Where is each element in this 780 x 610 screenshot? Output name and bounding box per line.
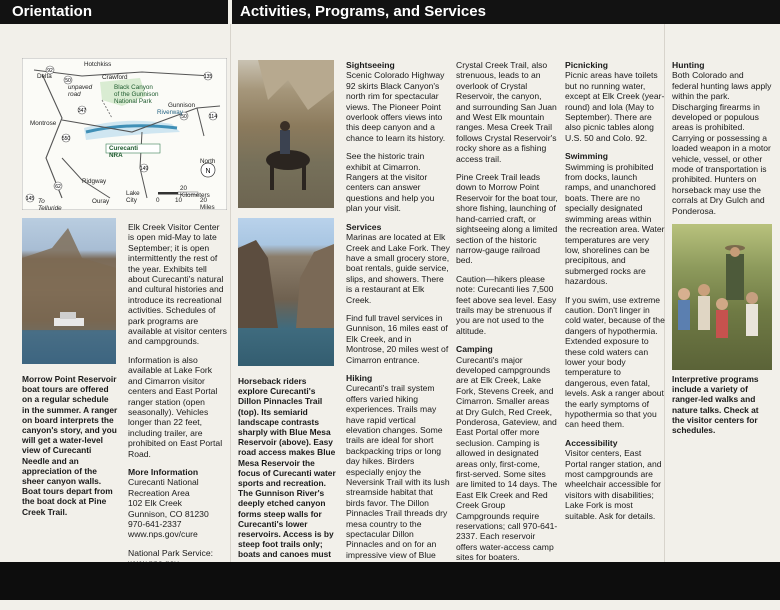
ranger-program-caption: Interpretive programs include a variety of ranger-led walks and nature talks. Check at the visitor centers for schedules. <box>672 374 759 436</box>
header-bar-left <box>0 0 228 24</box>
map-label-ridgway: Ridgway <box>82 178 107 185</box>
hw-114-label: 114 <box>209 114 217 120</box>
hw-550-label: 550 <box>61 136 71 142</box>
swimming-text: Swimming is prohibited from docks, launch ramps, and unanchored boats. There are no specially designated swimming areas within the recreation area. Water temperatures are very low, shorelines can be precipitous, and submerged rocks are hazardous. <box>565 161 665 287</box>
fold-line <box>230 24 231 562</box>
more-info-line: Curecanti National <box>128 477 199 488</box>
column-trails-camping <box>456 60 558 571</box>
map-label-riverway: Riverway <box>157 109 183 116</box>
canyon-reservoir-photo <box>238 218 334 366</box>
more-info-line: 102 Elk Creek <box>128 498 182 509</box>
swimming-title: Swimming <box>565 151 608 162</box>
accessibility-text: Visitor centers, East Portal ranger station, and most campgrounds are wheelchair accessible for visitors with disabilities; Lake Fork is most suitable. Ask for details. <box>565 448 662 521</box>
ranger-graphic <box>672 224 772 370</box>
camping-title: Camping <box>456 344 493 355</box>
map-label-hotchkiss: Hotchkiss <box>84 61 112 68</box>
map-label-crawford: Crawford <box>102 74 128 81</box>
boat-tour-caption: Morrow Point Reservoir boat tours are offered on a regular schedule in the summer. A ranger on board interprets the canyon's story, and you will get a water-level view of Curecanti Needle and an appreciation of the sheer canyon walls. Boat tours depart from the boat dock at Pine Creek Trail. <box>22 374 118 517</box>
map-label-black-canyon: Black Canyon of the Gunnison National Park <box>114 84 159 105</box>
more-info-block <box>128 467 228 540</box>
map-label-north: North <box>200 158 216 165</box>
horseback-graphic <box>238 60 334 208</box>
services-text: Marinas are located at Elk Creek and Lake Fork. They have a small grocery store, boat rentals, guide service, slips, and showers. There is a restaurant at Elk Creek. <box>346 232 450 305</box>
canyon-graphic <box>238 218 334 366</box>
sightseeing-text-2: See the historic train exhibit at Cimarron. Rangers at the visitor centers can answer questions and help you plan your visit. <box>346 151 435 214</box>
map-label-montrose: Montrose <box>30 120 57 127</box>
map-label-unpaved-road: unpaved road <box>68 84 93 98</box>
visitor-center-paragraph-2: Information is also available at Lake Fork and Cimarron visitor centers and East Portal ranger station (open seasonally). Vehicles longer than 22 feet, including trailer, are prohibited on East Portal Road. <box>128 354 223 459</box>
hw-50-label: 50 <box>65 78 71 84</box>
horseback-caption: Horseback riders explore Curecanti's Dillon Pinnacles Trail (top). Its semiarid landscape contrasts sharply with Blue Mesa Reservoir (above). Easy road access makes Blue Mesa Reservoir the focus of Curecanti water sports and recreation. The Gunnison River's deeply etched canyon forms steep walls for Curecanti's lower reservoirs. Access is by steep foot trails only; boats and canoes must <box>238 376 336 560</box>
services-title: Services <box>346 221 382 232</box>
hw-347-label: 347 <box>77 108 87 114</box>
picnicking-text: Picnic areas have toilets but no running water, except at Elk Creek (year-round) and Iola (May to September). There are also picnic tables along U.S. 50 and Colo. 92. <box>565 70 665 143</box>
map-label-delta: Delta <box>37 73 52 80</box>
hunting-title: Hunting <box>672 60 705 70</box>
boat-graphic <box>22 218 116 364</box>
hw-149-label: 149 <box>139 166 149 172</box>
map-label-miles: 20 Miles <box>200 197 215 210</box>
column-sightseeing <box>346 60 450 610</box>
more-info-title: More Information <box>128 466 199 477</box>
services-text-2: Find full travel services in Gunnison, 16 miles east of Elk Creek, and in Montrose, 20 miles west of Cimarron entrance. <box>346 312 449 365</box>
hunting-text: Both Colorado and federal hunting laws apply within the park. Discharging firearms in developed or populous areas is prohibited. Carrying or possessing a loaded weapon in a motor vehicle, vessel, or other mode of transportation is prohibited. Hunters on horseback may use the corrals at Dry Gulch and Ponderosa. <box>672 70 772 216</box>
more-info-url-link[interactable]: www.nps.gov/cure <box>128 529 198 540</box>
hiking-text: Curecanti's trail system offers varied hiking experiences. Trails may have rapid vertical elevation changes. Some trails are ideal for short backpacking trips or long day hikes. Birders especially enjoy the Neversink Trail with its lush streamside habitat that birds favor. The Dillon Pinnacles Trail threads dry mesa country to the spectacular Dillon Pinnacles and on for an impressive view of Blue <box>346 383 450 560</box>
map-label-to-telluride: To Telluride <box>38 198 62 210</box>
map-label-ouray: Ouray <box>92 198 110 205</box>
header-title-orientation: Orientation <box>12 3 93 20</box>
camping-text: Curecanti's major developed campgrounds are at Elk Creek, Lake Fork, Stevens Creek, and Cimarron. Smaller areas at Dry Gulch, Red Creek, Ponderosa, Gateview, and East Portal offer more seclusion. Camping is allowed in designated areas only, first-come, first-served. Some sites are limited to 14 days. The East Elk Creek and Red Creek Group Campgrounds require reservations; call 970-641-2337. Each reservoir offers water-access camp sites for boaters. <box>456 354 558 563</box>
more-info-line: Gunnison, CO 81230 <box>128 508 209 519</box>
sightseeing-text: Scenic Colorado Highway 92 skirts Black Canyon's north rim for spectacular views. The Pioneer Point overlook offers views into this deep canyon and a chance to learn its history. <box>346 70 446 143</box>
hw-62-label: 62 <box>55 184 61 190</box>
header-bar-right <box>232 0 780 24</box>
hiking-title: Hiking <box>346 372 373 383</box>
horseback-photo <box>238 60 334 208</box>
boat-tour-photo <box>22 218 116 364</box>
crystal-creek-text: Crystal Creek Trail, also strenuous, leads to an overlook of Crystal Reservoir, the canyon, and surrounding San Juan and West Elk mountain ranges. Mesa Creek Trail follows Crystal Reservoir's rocky shore as a fishing access trail. <box>456 60 557 164</box>
pine-creek-text: Pine Creek Trail leads down to Morrow Point Reservoir for the boat tour, shore fishing, launching of hand-carried craft, or sightseeing along a limited section of the historic narrow-gauge railroad bed. <box>456 172 558 266</box>
map-label-gunnison: Gunnison <box>168 102 195 109</box>
picnicking-title: Picnicking <box>565 60 608 70</box>
map-scale-10: 10 <box>175 197 183 204</box>
hw-145-label: 145 <box>25 196 35 202</box>
map-label-lake-city: Lake City <box>126 190 140 204</box>
header-title-activities: Activities, Programs, and Services <box>240 3 486 20</box>
caution-text: Caution—hikers please note: Curecanti lies 7,500 feet above sea level. Easy trails may be strenuous if you are not used to the altitude. <box>456 273 557 336</box>
more-info-line: Recreation Area <box>128 487 190 498</box>
nps-label: National Park Service: <box>128 547 214 558</box>
hw-135-label: 135 <box>203 74 213 80</box>
map-scale-0: 0 <box>156 197 160 204</box>
column-hunting <box>672 60 772 224</box>
sightseeing-title: Sightseeing <box>346 60 395 70</box>
orientation-map <box>22 58 227 210</box>
visitor-center-column <box>128 222 228 577</box>
hw-92-label: 92 <box>47 68 53 74</box>
north-arrow-glyph: N <box>205 168 211 175</box>
column-picnicking-swimming <box>565 60 665 529</box>
map-label-km: 20 Kilometers <box>180 185 210 199</box>
extreme-caution-text: If you swim, use extreme caution. Don't linger in cold water, because of the dangers of hypothermia. Extended exposure to these cold waters can lower your body temperature to dangerous, even fatal, levels. Ask a ranger about the early symptoms of hypothermia so that you can heed them. <box>565 294 665 430</box>
bottom-bar <box>0 562 780 600</box>
map-label-curecanti: Curecanti NRA <box>109 145 139 159</box>
more-info-phone: 970-641-2337 <box>128 518 182 529</box>
accessibility-title: Accessibility <box>565 437 618 448</box>
ranger-program-photo <box>672 224 772 370</box>
hw-50b-label: 50 <box>181 114 187 120</box>
visitor-center-paragraph-1: Elk Creek Visitor Center is open mid-May to late September; it is open intermittently the rest of the year. Exhibits tell about Curecanti's natural and cultural histories and introduce its recreational activities. Schedules of park programs are available at visitor centers and campgrounds. <box>128 222 227 347</box>
